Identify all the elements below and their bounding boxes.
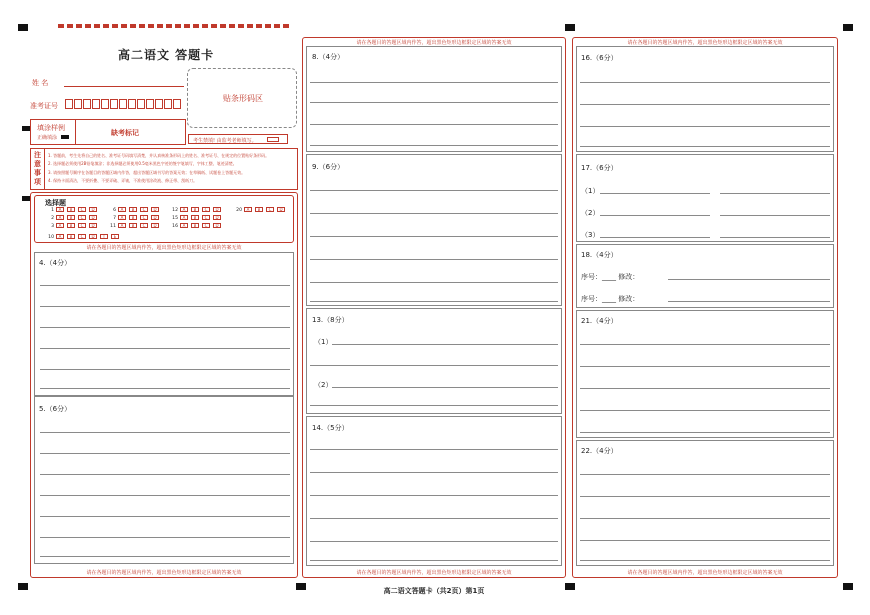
choice-bubble[interactable]: A	[56, 234, 64, 239]
notice-item: 3. 请按照题号顺序在各题目的答题区域内作答，超出答题区域书写的答案无效；在草稿纸、试题卷上答题无效。	[48, 169, 246, 175]
choice-bubble[interactable]: B	[191, 223, 199, 228]
choice-number: 16	[172, 224, 178, 229]
choice-bubble[interactable]: D	[213, 215, 221, 220]
warning-text: 请在各题目的答题区域内作答，超出黑色矩形边框限定区域的答案无效	[86, 245, 242, 251]
choice-heading: 选择题	[45, 199, 66, 207]
question-18-row: 序号：____ 修改：	[581, 273, 640, 281]
answer-line[interactable]	[40, 306, 290, 307]
choice-bubble[interactable]: D	[89, 207, 97, 212]
registration-mark	[565, 583, 575, 590]
answer-line[interactable]	[40, 369, 290, 370]
answer-line[interactable]	[310, 541, 558, 542]
answer-box-q5[interactable]	[34, 396, 294, 564]
barcode-label: 贴条形码区	[223, 94, 263, 103]
answer-box-q9[interactable]	[306, 154, 562, 306]
answer-line[interactable]	[310, 102, 558, 103]
question-18-label: 18.（4分）	[581, 251, 618, 259]
choice-bubble[interactable]: D	[213, 223, 221, 228]
question-17-part-3: （3）	[581, 231, 600, 239]
question-22-label: 22.（4分）	[581, 447, 618, 455]
answer-box-q14[interactable]	[306, 416, 562, 566]
answer-line[interactable]	[310, 495, 558, 496]
choice-number: 2	[51, 216, 54, 221]
answer-line[interactable]	[580, 126, 830, 127]
answer-line[interactable]	[580, 496, 830, 497]
choice-bubble[interactable]: C	[78, 234, 86, 239]
answer-box-q4[interactable]	[34, 252, 294, 396]
registration-mark	[565, 24, 575, 31]
answer-line[interactable]	[310, 124, 558, 125]
choice-question[interactable]	[234, 207, 288, 213]
barcode-area	[187, 68, 297, 128]
choice-question[interactable]	[108, 223, 162, 229]
choice-number: 15	[172, 216, 178, 221]
choice-question[interactable]	[170, 207, 224, 213]
answer-box-q22[interactable]	[576, 440, 834, 566]
absent-note: 考生禁填! 由监考老师填写。	[188, 134, 288, 144]
choice-bubble[interactable]: B	[129, 223, 137, 228]
registration-mark	[22, 126, 30, 131]
choice-bubble[interactable]: C	[202, 215, 210, 220]
choice-question[interactable]	[170, 215, 224, 221]
question-21-label: 21.（4分）	[581, 317, 618, 325]
answer-line[interactable]	[40, 285, 290, 286]
choice-bubble[interactable]: A	[244, 207, 252, 212]
answer-line[interactable]	[310, 145, 558, 146]
registration-mark	[843, 583, 853, 590]
answer-line[interactable]	[40, 537, 290, 538]
choice-number: 20	[236, 208, 242, 213]
choice-bubble[interactable]: A	[180, 215, 188, 220]
answer-line[interactable]	[580, 432, 830, 433]
answer-line[interactable]	[40, 453, 290, 454]
page-footer: 高二语文答题卡（共2页）第1页	[383, 587, 485, 595]
fill-sample-label: 填涂样例	[37, 124, 65, 132]
question-8-label: 8.（4分）	[312, 53, 345, 61]
choice-number: 3	[51, 224, 54, 229]
answer-line[interactable]	[40, 516, 290, 517]
answer-line[interactable]	[580, 540, 830, 541]
answer-line[interactable]	[310, 518, 558, 519]
answer-line[interactable]	[668, 279, 830, 280]
choice-bubble[interactable]: C	[78, 215, 86, 220]
choice-bubble[interactable]: C	[78, 223, 86, 228]
answer-line[interactable]	[580, 82, 830, 83]
answer-line[interactable]	[310, 365, 558, 366]
choice-bubble[interactable]: D	[89, 234, 97, 239]
choice-number: 11	[110, 224, 116, 229]
choice-question[interactable]	[108, 207, 162, 213]
choice-bubble[interactable]: D	[151, 215, 159, 220]
choice-bubble[interactable]: C	[266, 207, 274, 212]
warning-text: 请在各题目的答题区域内作答，超出黑色矩形边框限定区域的答案无效	[356, 40, 512, 46]
question-13-label: 13.（8分）	[312, 316, 349, 324]
answer-line[interactable]	[580, 146, 830, 147]
choice-bubble[interactable]: T	[100, 234, 108, 239]
choice-bubble[interactable]: A	[180, 223, 188, 228]
answer-line[interactable]	[310, 259, 558, 260]
answer-line[interactable]	[40, 556, 290, 557]
choice-bubble[interactable]: B	[255, 207, 263, 212]
choice-bubble[interactable]: B	[191, 215, 199, 220]
answer-box-q21[interactable]	[576, 310, 834, 438]
fill-sample-box	[30, 119, 186, 145]
choice-bubble[interactable]: A	[118, 215, 126, 220]
answer-line[interactable]	[600, 215, 710, 216]
choice-bubble[interactable]: A	[118, 223, 126, 228]
choice-bubble[interactable]: D	[213, 207, 221, 212]
choice-bubble[interactable]: D	[89, 223, 97, 228]
notice-item: 2. 选择题必须使用2B铅笔填涂；非选择题必须使用0.5毫米黑色字迹的签字笔填写，字体工整、笔迹清楚。	[48, 161, 237, 167]
choice-bubble[interactable]: A	[180, 207, 188, 212]
choice-bubble[interactable]: C	[140, 223, 148, 228]
answer-line[interactable]	[310, 236, 558, 237]
choice-number: 7	[113, 216, 116, 221]
answer-line[interactable]	[580, 474, 830, 475]
warning-text: 请在各题目的答题区域内作答，超出黑色矩形边框限定区域的答案无效	[627, 40, 783, 46]
choice-bubble[interactable]: B	[191, 207, 199, 212]
choice-bubble[interactable]: E	[111, 234, 119, 239]
question-13-part-1: （1）	[314, 338, 333, 346]
answer-line[interactable]	[668, 301, 830, 302]
filled-sample-icon	[61, 135, 69, 139]
choice-bubble[interactable]: D	[89, 215, 97, 220]
answer-line[interactable]	[310, 560, 558, 561]
answer-line[interactable]	[310, 301, 558, 302]
answer-line[interactable]	[40, 474, 290, 475]
choice-bubble[interactable]: B	[129, 207, 137, 212]
choice-bubble[interactable]: A	[56, 207, 64, 212]
warning-text: 请在各题目的答题区域内作答，超出黑色矩形边框限定区域的答案无效	[86, 570, 242, 576]
choice-number: 6	[113, 208, 116, 213]
choice-bubble[interactable]: A	[56, 215, 64, 220]
question-18-row: 序号：____ 修改：	[581, 295, 640, 303]
choice-number: 10	[48, 235, 54, 240]
name-label: 姓 名	[32, 79, 49, 87]
choice-bubble[interactable]: C	[202, 223, 210, 228]
answer-line[interactable]	[310, 282, 558, 283]
notice-item: 1. 答题前，考生先将自己的姓名、准考证号码填写清楚，并认真核准条形码上的姓名、准考证号、在规定的位置贴好条形码。	[48, 153, 270, 158]
name-field[interactable]	[64, 86, 184, 87]
choice-bubble[interactable]: B	[67, 234, 75, 239]
warning-text: 请在各题目的答题区域内作答，超出黑色矩形边框限定区域的答案无效	[356, 570, 512, 576]
choice-number: 1	[51, 208, 54, 213]
choice-bubble[interactable]: B	[67, 207, 75, 212]
choice-number: 12	[172, 208, 178, 213]
answer-line[interactable]	[580, 560, 830, 561]
answer-line[interactable]	[600, 237, 710, 238]
answer-line[interactable]	[40, 348, 290, 349]
answer-line[interactable]	[720, 193, 830, 194]
question-5-label: 5.（6分）	[39, 405, 72, 413]
dashed-header-strip	[58, 24, 290, 28]
question-16-label: 16.（6分）	[581, 54, 618, 62]
choice-bubble[interactable]: C	[140, 215, 148, 220]
answer-line[interactable]	[310, 190, 558, 191]
fill-correct-label: 正确填涂	[37, 135, 58, 141]
answer-line[interactable]	[310, 405, 558, 406]
answer-line[interactable]	[720, 237, 830, 238]
answer-box-q8[interactable]	[306, 46, 562, 152]
choice-question[interactable]	[108, 215, 162, 221]
absent-label: 缺考标记	[111, 129, 139, 137]
question-17-part-1: （1）	[581, 187, 600, 195]
choice-bubble[interactable]: A	[56, 223, 64, 228]
answer-line[interactable]	[332, 344, 558, 345]
choice-question[interactable]	[46, 223, 100, 229]
registration-mark	[18, 24, 28, 31]
question-9-label: 9.（6分）	[312, 163, 345, 171]
answer-line[interactable]	[580, 388, 830, 389]
answer-line[interactable]	[580, 104, 830, 105]
answer-line[interactable]	[580, 518, 830, 519]
choice-bubble[interactable]: A	[118, 207, 126, 212]
answer-line[interactable]	[310, 82, 558, 83]
choice-bubble[interactable]: B	[67, 215, 75, 220]
answer-line[interactable]	[310, 472, 558, 473]
choice-bubble[interactable]: C	[140, 207, 148, 212]
answer-line[interactable]	[580, 410, 830, 411]
answer-line[interactable]	[40, 327, 290, 328]
notice-box	[30, 148, 298, 190]
notice-items	[48, 152, 296, 186]
answer-line[interactable]	[310, 213, 558, 214]
registration-mark	[843, 24, 853, 31]
answer-line[interactable]	[720, 215, 830, 216]
answer-line[interactable]	[40, 495, 290, 496]
choice-bubble[interactable]: C	[202, 207, 210, 212]
choice-bubble[interactable]: D	[277, 207, 285, 212]
choice-question[interactable]	[170, 223, 224, 229]
choice-bubble[interactable]: C	[78, 207, 86, 212]
answer-line[interactable]	[310, 449, 558, 450]
answer-line[interactable]	[580, 366, 830, 367]
choice-question[interactable]	[44, 234, 122, 240]
notice-heading: 注 意 事 项	[31, 149, 45, 189]
exam-id-label: 准考证号	[30, 102, 58, 110]
absent-checkbox[interactable]	[267, 137, 279, 142]
choice-bubble[interactable]: D	[151, 223, 159, 228]
registration-mark	[18, 583, 28, 590]
choice-bubble[interactable]: D	[151, 207, 159, 212]
answer-line[interactable]	[600, 193, 710, 194]
question-4-label: 4.（4分）	[39, 259, 72, 267]
question-14-label: 14.（5分）	[312, 424, 349, 432]
warning-text: 请在各题目的答题区域内作答，超出黑色矩形边框限定区域的答案无效	[627, 570, 783, 576]
choice-question[interactable]	[46, 215, 100, 221]
choice-bubble[interactable]: B	[67, 223, 75, 228]
answer-line[interactable]	[40, 432, 290, 433]
answer-line[interactable]	[332, 387, 558, 388]
question-17-part-2: （2）	[581, 209, 600, 217]
question-17-label: 17.（6分）	[581, 164, 618, 172]
registration-mark	[22, 196, 30, 201]
page-title: 高二语文 答题卡	[118, 48, 215, 62]
notice-item: 4. 保持卡面清洁，不要折叠、不要弄破、弄皱，不准使用涂改液、修正带、刮纸刀。	[48, 178, 198, 184]
question-13-part-2: （2）	[314, 381, 333, 389]
answer-line[interactable]	[40, 388, 290, 389]
choice-bubble[interactable]: B	[129, 215, 137, 220]
choice-question[interactable]	[46, 207, 100, 213]
answer-line[interactable]	[580, 344, 830, 345]
